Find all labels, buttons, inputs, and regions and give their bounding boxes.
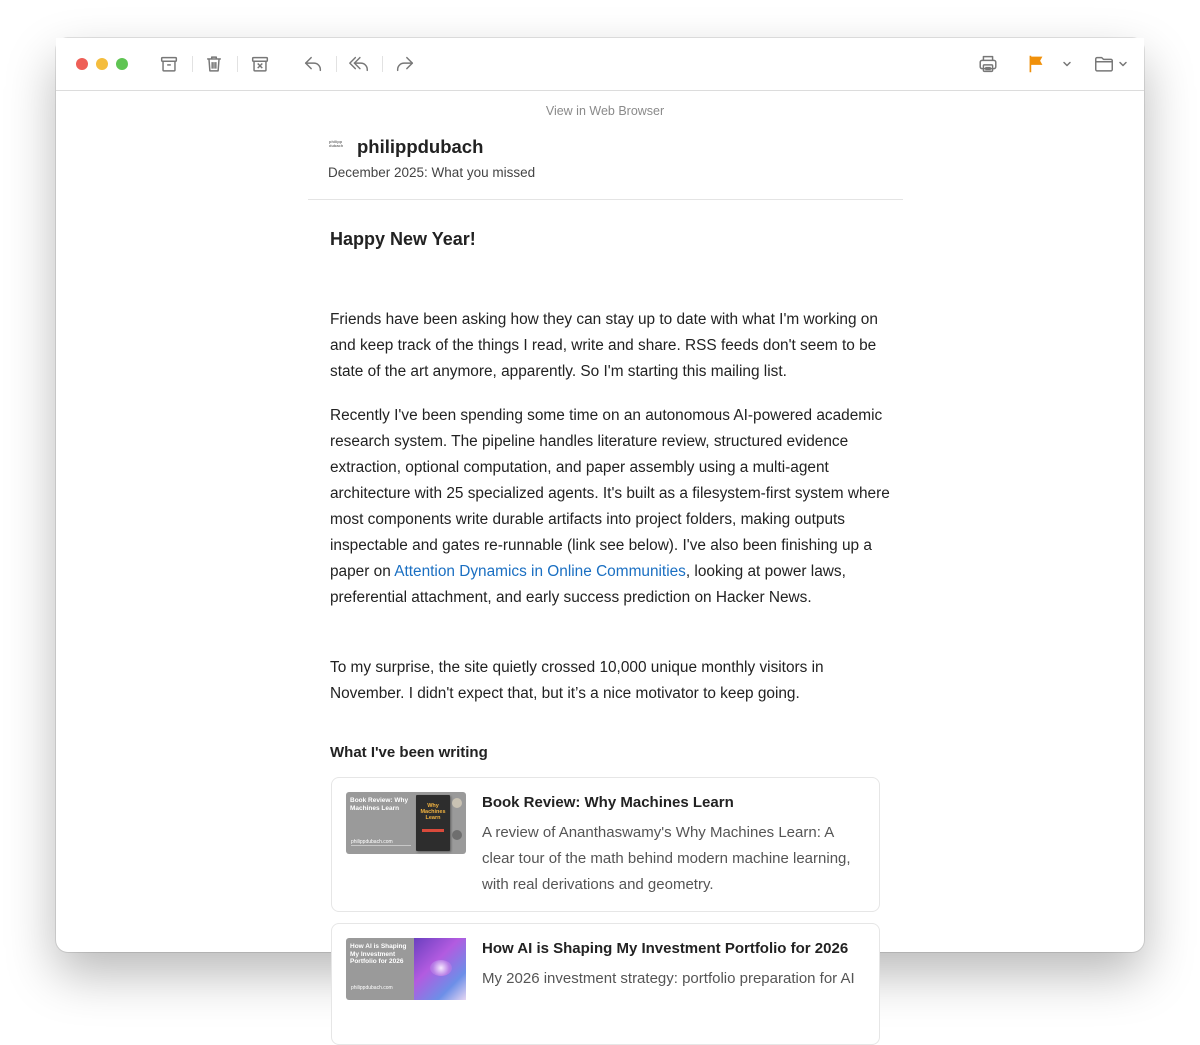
section-title-writing: What I've been writing xyxy=(330,744,488,761)
reply-all-button[interactable] xyxy=(346,51,372,77)
minimize-window-button[interactable] xyxy=(96,58,108,70)
folder-icon xyxy=(1093,53,1115,75)
junk-button[interactable] xyxy=(247,51,273,77)
zoom-window-button[interactable] xyxy=(116,58,128,70)
newsletter-subtitle: December 2025: What you missed xyxy=(328,165,536,180)
toolbar-separator xyxy=(336,56,337,72)
thumbnail-title: Book Review: Why Machines Learn xyxy=(350,797,409,812)
brain-glow xyxy=(430,960,452,976)
print-icon xyxy=(977,53,999,75)
chevron-down-icon xyxy=(1118,59,1128,69)
reply-icon xyxy=(302,53,324,75)
reply-all-icon xyxy=(348,53,370,75)
article-thumbnail xyxy=(346,938,466,1000)
thumbnail-domain: philippdubach.com xyxy=(351,839,393,845)
archive-icon xyxy=(158,53,180,75)
article-thumbnail xyxy=(346,792,466,854)
delete-button[interactable] xyxy=(201,51,227,77)
brand-name[interactable]: philippdubach xyxy=(357,136,484,157)
toolbar-separator xyxy=(192,56,193,72)
decoration-object xyxy=(452,830,462,840)
article-card-why-machines-learn[interactable] xyxy=(331,777,880,912)
move-menu-button[interactable] xyxy=(1118,57,1128,71)
article-title[interactable]: How AI is Shaping My Investment Portfolio for 2026 xyxy=(482,940,849,957)
paragraph-research xyxy=(330,403,890,611)
flag-shape xyxy=(1030,56,1043,73)
decoration-object xyxy=(452,798,462,808)
article-description: My 2026 investment strategy: portfolio preparation for AI xyxy=(482,970,855,987)
greeting-heading: Happy New Year! xyxy=(330,229,476,249)
book-cover-title: Why Machines Learn xyxy=(420,803,446,821)
article-description: A review of Ananthaswamy's Why Machines Learn: A clear tour of the math behind modern machine learning, with real derivations and geometry. xyxy=(482,824,851,893)
junk-icon xyxy=(249,53,271,75)
paragraph-visitors: To my surprise, the site quietly crossed 10,000 unique monthly visitors in November. I didn't expect that, but it’s a nice motivator to keep going. xyxy=(330,659,824,702)
article-card-ai-investment-portfolio[interactable] xyxy=(331,923,880,1045)
flag-button[interactable] xyxy=(1023,51,1049,77)
paragraph-research-text: Recently I've been spending some time on an autonomous AI-powered academic research system. The pipeline handles literature review, structured evidence extraction, optional computation, and paper assembly using a multi-agent architecture with 25 specialized agents. It's built as a filesystem-first system where most components write durable artifacts into project folders, making outputs inspectable and gates re-runnable (link see below). I've also been finishing up a paper on xyxy=(330,407,890,580)
forward-icon xyxy=(394,53,416,75)
attention-dynamics-link[interactable]: Attention Dynamics in Online Communities xyxy=(394,563,686,580)
mail-window xyxy=(56,38,1144,991)
flag-menu-button[interactable] xyxy=(1062,57,1072,71)
archive-button[interactable] xyxy=(156,51,182,77)
book-cover-image xyxy=(416,795,450,851)
view-in-browser-link[interactable]: View in Web Browser xyxy=(545,104,665,118)
trash-icon xyxy=(203,53,225,75)
article-title[interactable]: Book Review: Why Machines Learn xyxy=(482,794,734,811)
brand-logo: philipp dubach xyxy=(329,139,344,148)
print-button[interactable] xyxy=(975,51,1001,77)
reply-button[interactable] xyxy=(300,51,326,77)
paragraph-research-tail: , looking at power laws, preferential attachment, and early success prediction on Hacker News. xyxy=(330,563,846,606)
close-window-button[interactable] xyxy=(76,58,88,70)
forward-button[interactable] xyxy=(392,51,418,77)
thumbnail-subline xyxy=(351,845,411,852)
chevron-down-icon xyxy=(1062,59,1072,69)
paragraph-intro: Friends have been asking how they can stay up to date with what I'm working on and keep track of the things I read, write and share. RSS feeds don't seem to be state of the art anymore, apparently. So I'm starting this mailing list. xyxy=(330,311,878,380)
thumbnail-title: How AI is Shaping My Investment Portfolio for 2026 xyxy=(350,943,407,965)
divider xyxy=(308,199,903,200)
toolbar xyxy=(56,38,1144,91)
book-cover-stripe xyxy=(422,829,444,832)
flag-icon xyxy=(1025,53,1047,75)
move-button[interactable] xyxy=(1091,51,1117,77)
toolbar-separator xyxy=(382,56,383,72)
toolbar-separator xyxy=(237,56,238,72)
thumbnail-domain: philippdubach.com xyxy=(351,985,393,991)
message-body xyxy=(56,91,1144,991)
